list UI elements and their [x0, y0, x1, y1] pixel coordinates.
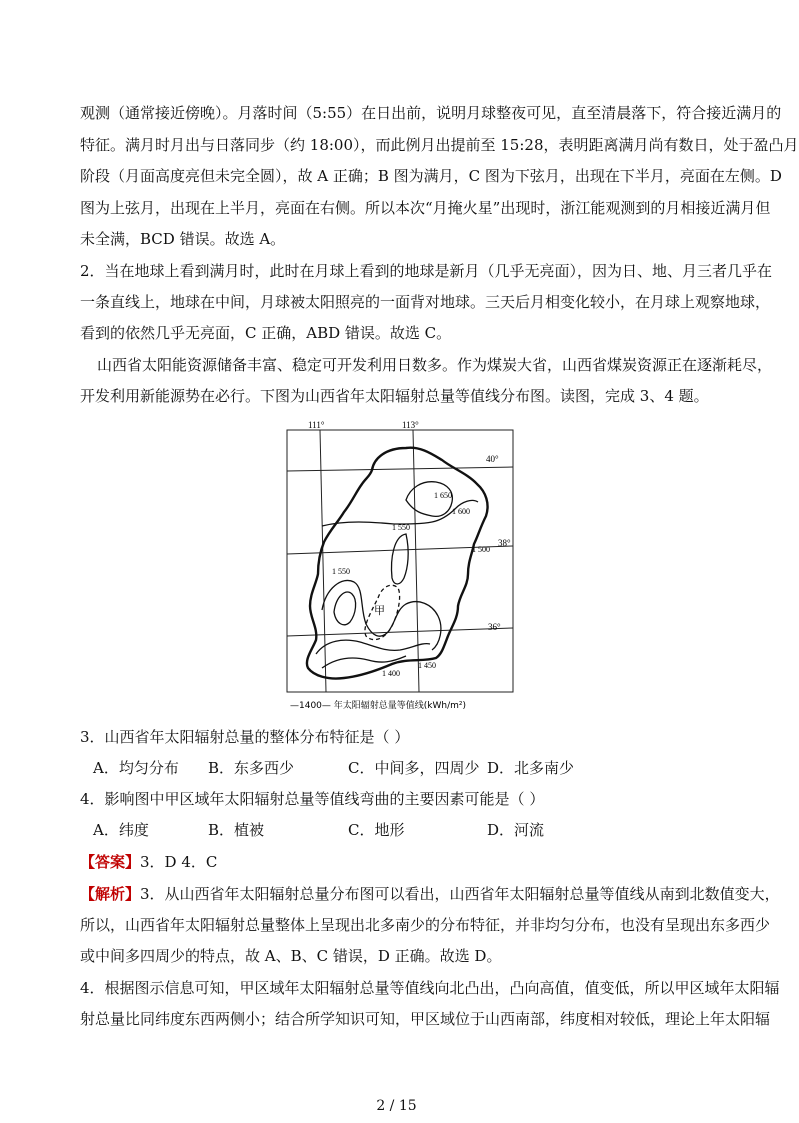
question-4-stem: 4．影响图中甲区域年太阳辐射总量等值线弯曲的主要因素可能是（ ）: [80, 790, 545, 808]
lon-label-111: 111°: [308, 420, 325, 430]
answer-tag: 【答案】: [80, 853, 141, 871]
question-4-option-d: D．河流: [487, 821, 545, 839]
text-line: 图为上弦月，出现在上半月，亮面在右侧。所以本次“月掩火星”出现时，浙江能观测到的月相接近满月但: [80, 199, 771, 217]
shanxi-outline: [307, 448, 488, 679]
lon-label-113: 113°: [402, 420, 419, 430]
page-number: 2 / 15: [376, 1098, 417, 1114]
text-line: 观测（通常接近傍晚）。月落时间（5:55）在日出前，说明月球整夜可见，直至清晨落下，符合接近满月的: [80, 104, 782, 122]
analysis-text: 3．从山西省年太阳辐射总量分布图可以看出，山西省年太阳辐射总量等值线从南到北数值变大，: [140, 885, 780, 903]
lat-label-36: 36°: [488, 622, 501, 632]
question-3-option-b: B．东多西少: [208, 759, 295, 777]
question-3-stem: 3．山西省年太阳辐射总量的整体分布特征是（ ）: [80, 728, 410, 746]
solar-radiation-isoline-map: [282, 418, 518, 716]
isoline-1400: [322, 656, 406, 668]
text-line: 2．当在地球上看到满月时，此时在月球上看到的地球是新月（几乎无亮面），因为日、地、月三者几乎在: [80, 262, 773, 280]
map-legend: —1400— 年太阳辐射总量等值线(kWh/m²): [290, 701, 467, 711]
text-line: 阶段（月面高度亮但未完全圆），故 A 正确；B 图为满月，C 图为下弦月，出现在下半月，亮面在左侧。D: [80, 167, 782, 185]
analysis-line: [80, 884, 780, 904]
text-line: 未全满，BCD 错误。故选 A。: [80, 230, 286, 248]
contour-label-1600: 1 600: [452, 507, 470, 516]
lat-label-40: 40°: [486, 454, 499, 464]
analysis-line: 或中间多四周少的特点，故 A、B、C 错误，D 正确。故选 D。: [80, 947, 502, 965]
contour-label-1550-west: 1 550: [332, 567, 350, 576]
question-3-option-c: C．中间多，四周少: [348, 759, 480, 777]
text-line: 一条直线上，地球在中间，月球被太阳照亮的一面背对地球。三天后月相变化较小，在月球上观察地球，: [80, 293, 771, 311]
text-line: 特征。满月时月出与日落同步（约 18:00），而此例月出提前至 15:28，表明距离满月尚有数日，处于盈凸月: [80, 136, 799, 154]
answer-line: [80, 852, 720, 872]
question-4-option-b: B．植被: [208, 821, 265, 839]
analysis-tag: 【解析】: [80, 885, 141, 903]
text-line: 开发利用新能源势在必行。下图为山西省年太阳辐射总量等值线分布图。读图，完成 3、4 题。: [80, 387, 709, 405]
meridian-113: [413, 430, 419, 692]
contour-label-1550-east: 1 550: [392, 523, 410, 532]
lat-label-38: 38°: [498, 538, 511, 548]
analysis-line: 4．根据图示信息可知，甲区域年太阳辐射总量等值线向北凸出，凸向高值，值变低，所以甲区域年太阳辐: [80, 979, 780, 997]
parallel-36: [287, 628, 513, 636]
contour-label-1650: 1 650: [434, 491, 452, 500]
contour-label-1450: 1 450: [418, 661, 436, 670]
question-3-option-d: D．北多南少: [487, 759, 575, 777]
question-4-option-a: A．纬度: [93, 821, 149, 839]
question-4-option-c: C．地形: [348, 821, 405, 839]
contour-label-1400: 1 400: [382, 669, 400, 678]
text-line: 山西省太阳能资源储备丰富、稳定可开发利用日数多。作为煤炭大省，山西省煤炭资源正在逐渐耗尽，: [97, 356, 773, 374]
text-line: 看到的依然几乎无亮面，C 正确，ABD 错误。故选 C。: [80, 324, 452, 342]
contour-label-1500: 1 500: [472, 545, 490, 554]
meridian-111: [320, 430, 326, 692]
isoline-1550-west: [334, 592, 356, 625]
region-label-jia: 甲: [374, 604, 385, 617]
isoline-1550-east: [392, 534, 409, 584]
answer-text: 3．D 4．C: [140, 853, 218, 871]
analysis-line: 所以，山西省年太阳辐射总量整体上呈现出北多南少的分布特征，并非均匀分布，也没有呈现出东多西少: [80, 916, 771, 934]
question-3-option-a: A．均匀分布: [93, 759, 179, 777]
analysis-line: 射总量比同纬度东西两侧小；结合所学知识可知，甲区域位于山西南部，纬度相对较低，理论上年太阳辐: [80, 1010, 771, 1028]
isoline-1450: [316, 640, 430, 654]
